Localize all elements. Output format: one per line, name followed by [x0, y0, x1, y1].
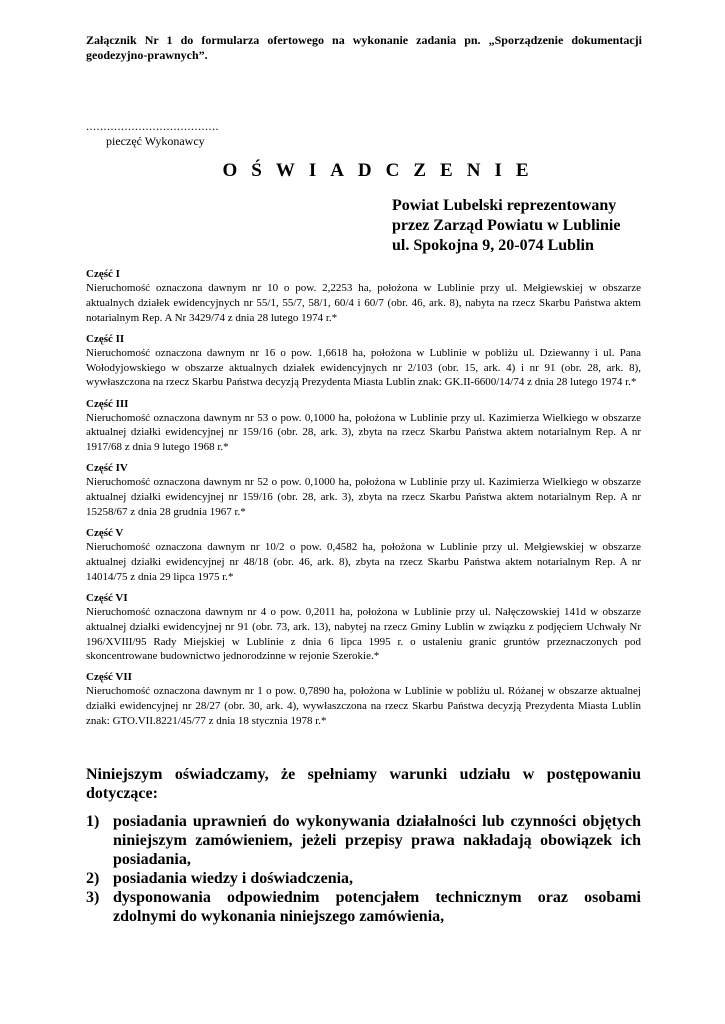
addressee-line: przez Zarząd Powiatu w Lublinie [392, 217, 621, 234]
condition-item [86, 812, 641, 869]
section-text: Nieruchomość oznaczona dawnym nr 10 o pow. 2,2253 ha, położona w Lublinie przy ul. Mełgiewskiej w obszarze aktualnych działek ewidencyjnych nr 55/1, 55/7, 58/1, 60/4 i 60/7 (obr. 46, ark. 8), nabyta na rzecz Skarbu Państwa aktem notarialnym Rep. A Nr 3429/74 z dnia 28 lutego 1974 r.* [86, 282, 641, 324]
condition-item [86, 869, 641, 888]
document-title: OŚWIADCZENIE [222, 160, 543, 181]
section-part-6 [86, 591, 641, 664]
condition-text: posiadania uprawnień do wykonywania działalności lub czynności objętych niniejszym zamówieniem, jeżeli przepisy prawa nakładają obowiązek ich posiadania, [113, 813, 641, 868]
section-title: Część V [86, 527, 124, 540]
section-part-3 [86, 397, 641, 455]
property-sections [86, 267, 641, 735]
attachment-note: Załącznik Nr 1 do formularza ofertowego na wykonanie zadania pn. „Sporządzenie dokumentacji geodezyjno-prawnych”. [86, 33, 642, 62]
section-text: Nieruchomość oznaczona dawnym nr 1 o pow. 0,7890 ha, położona w Lublinie w pobliżu ul. Różanej w obszarze aktualnej działki ewidencyjnej nr 28/27 (obr. 30, ark. 4), wywłaszczona na rzecz Skarbu Państwa decyzją Prezydenta Miasta Lublin znak: GTO.VII.8221/45/77 z dnia 18 stycznia 1978 r.* [86, 685, 641, 728]
section-part-4 [86, 461, 641, 519]
section-title: Część I [86, 268, 120, 280]
stamp-label: pieczęć Wykonawcy [106, 134, 205, 148]
declaration-statement: Niniejszym oświadczamy, że spełniamy warunki udziału w postępowaniu dotyczące: [86, 766, 641, 802]
section-text: Nieruchomość oznaczona dawnym nr 10/2 o pow. 0,4582 ha, położona w Lublinie przy ul. Mełgiewskiej w obszarze aktualnej działki ewidencyjnej nr 48/18 (obr. 46, ark. 8), zbyta na rzecz Skarbu Państwa aktem notarialnym Rep. A nr 14014/75 z dnia 29 lipca 1975 r.* [86, 541, 641, 583]
section-title: Część VI [86, 591, 128, 604]
section-title: Część III [86, 397, 129, 410]
stamp-placeholder-line: ...................................... [86, 119, 219, 133]
condition-text: posiadania wiedzy i doświadczenia, [113, 870, 354, 887]
section-title: Część II [86, 332, 125, 345]
section-title: Część IV [86, 462, 128, 475]
section-title: Część VII [86, 671, 132, 684]
addressee-line: Powiat Lubelski reprezentowany [392, 197, 617, 214]
condition-number: 3) [86, 889, 100, 906]
section-text: Nieruchomość oznaczona dawnym nr 53 o pow. 0,1000 ha, położona w Lublinie przy ul. Kazimierza Wielkiego w obszarze aktualnej działki ewidencyjnej nr 159/16 (obr. 28, ark. 3), zbyta na rzecz Skarbu Państwa aktem notarialnym Rep. A nr 1917/68 z dnia 9 lutego 1968 r.* [86, 411, 641, 454]
section-part-2 [86, 332, 641, 390]
section-part-5 [86, 526, 641, 584]
addressee-block [392, 196, 652, 256]
addressee-line: ul. Spokojna 9, 20-074 Lublin [392, 237, 594, 254]
section-text: Nieruchomość oznaczona dawnym nr 16 o pow. 1,6618 ha, położona w Lublinie w pobliżu ul. Dziewanny i ul. Pana Wołodyjowskiego w obszarze aktualnych działek ewidencyjnych nr 2/103 (obr. 15, ark. 4) i nr 91 (obr. 28, ark. 8), wywłaszczona na rzecz Skarbu Państwa decyzją Prezydenta Miasta Lublin znak: GK.II-6600/14/74 z dnia 28 lutego 1974 r.* [86, 346, 641, 389]
conditions-list [86, 812, 641, 926]
condition-number: 2) [86, 870, 100, 887]
section-part-1 [86, 267, 641, 325]
condition-item [86, 888, 641, 926]
section-text: Nieruchomość oznaczona dawnym nr 4 o pow. 0,2011 ha, położona w Lublinie przy ul. Nałęczowskiej 141d w obszarze aktualnej działki ewidencyjnej nr 91 (obr. 73, ark. 13), nabytej na rzecz Gminy Lublin w związku z podjęciem Uchwały Nr 196/XVIII/95 Rady Miejskiej w Lublinie z dnia 6 lipca 1995 r. o ustaleniu granic gruntów przeznaczonych pod skoncentrowane budownictwo jednorodzinne w rejonie Szerokie.* [86, 605, 641, 663]
section-part-7 [86, 670, 641, 728]
condition-text: dysponowania odpowiednim potencjałem technicznym oraz osobami zdolnymi do wykonania niniejszego zamówienia, [113, 889, 641, 925]
condition-number: 1) [86, 813, 100, 830]
section-text: Nieruchomość oznaczona dawnym nr 52 o pow. 0,1000 ha, położona w Lublinie przy ul. Kazimierza Wielkiego w obszarze aktualnej działki ewidencyjnej nr 159/16 (obr. 28, ark. 3), zbyta na rzecz Skarbu Państwa aktem notarialnym Rep. A nr 15258/67 z dnia 28 grudnia 1967 r.* [86, 476, 641, 518]
